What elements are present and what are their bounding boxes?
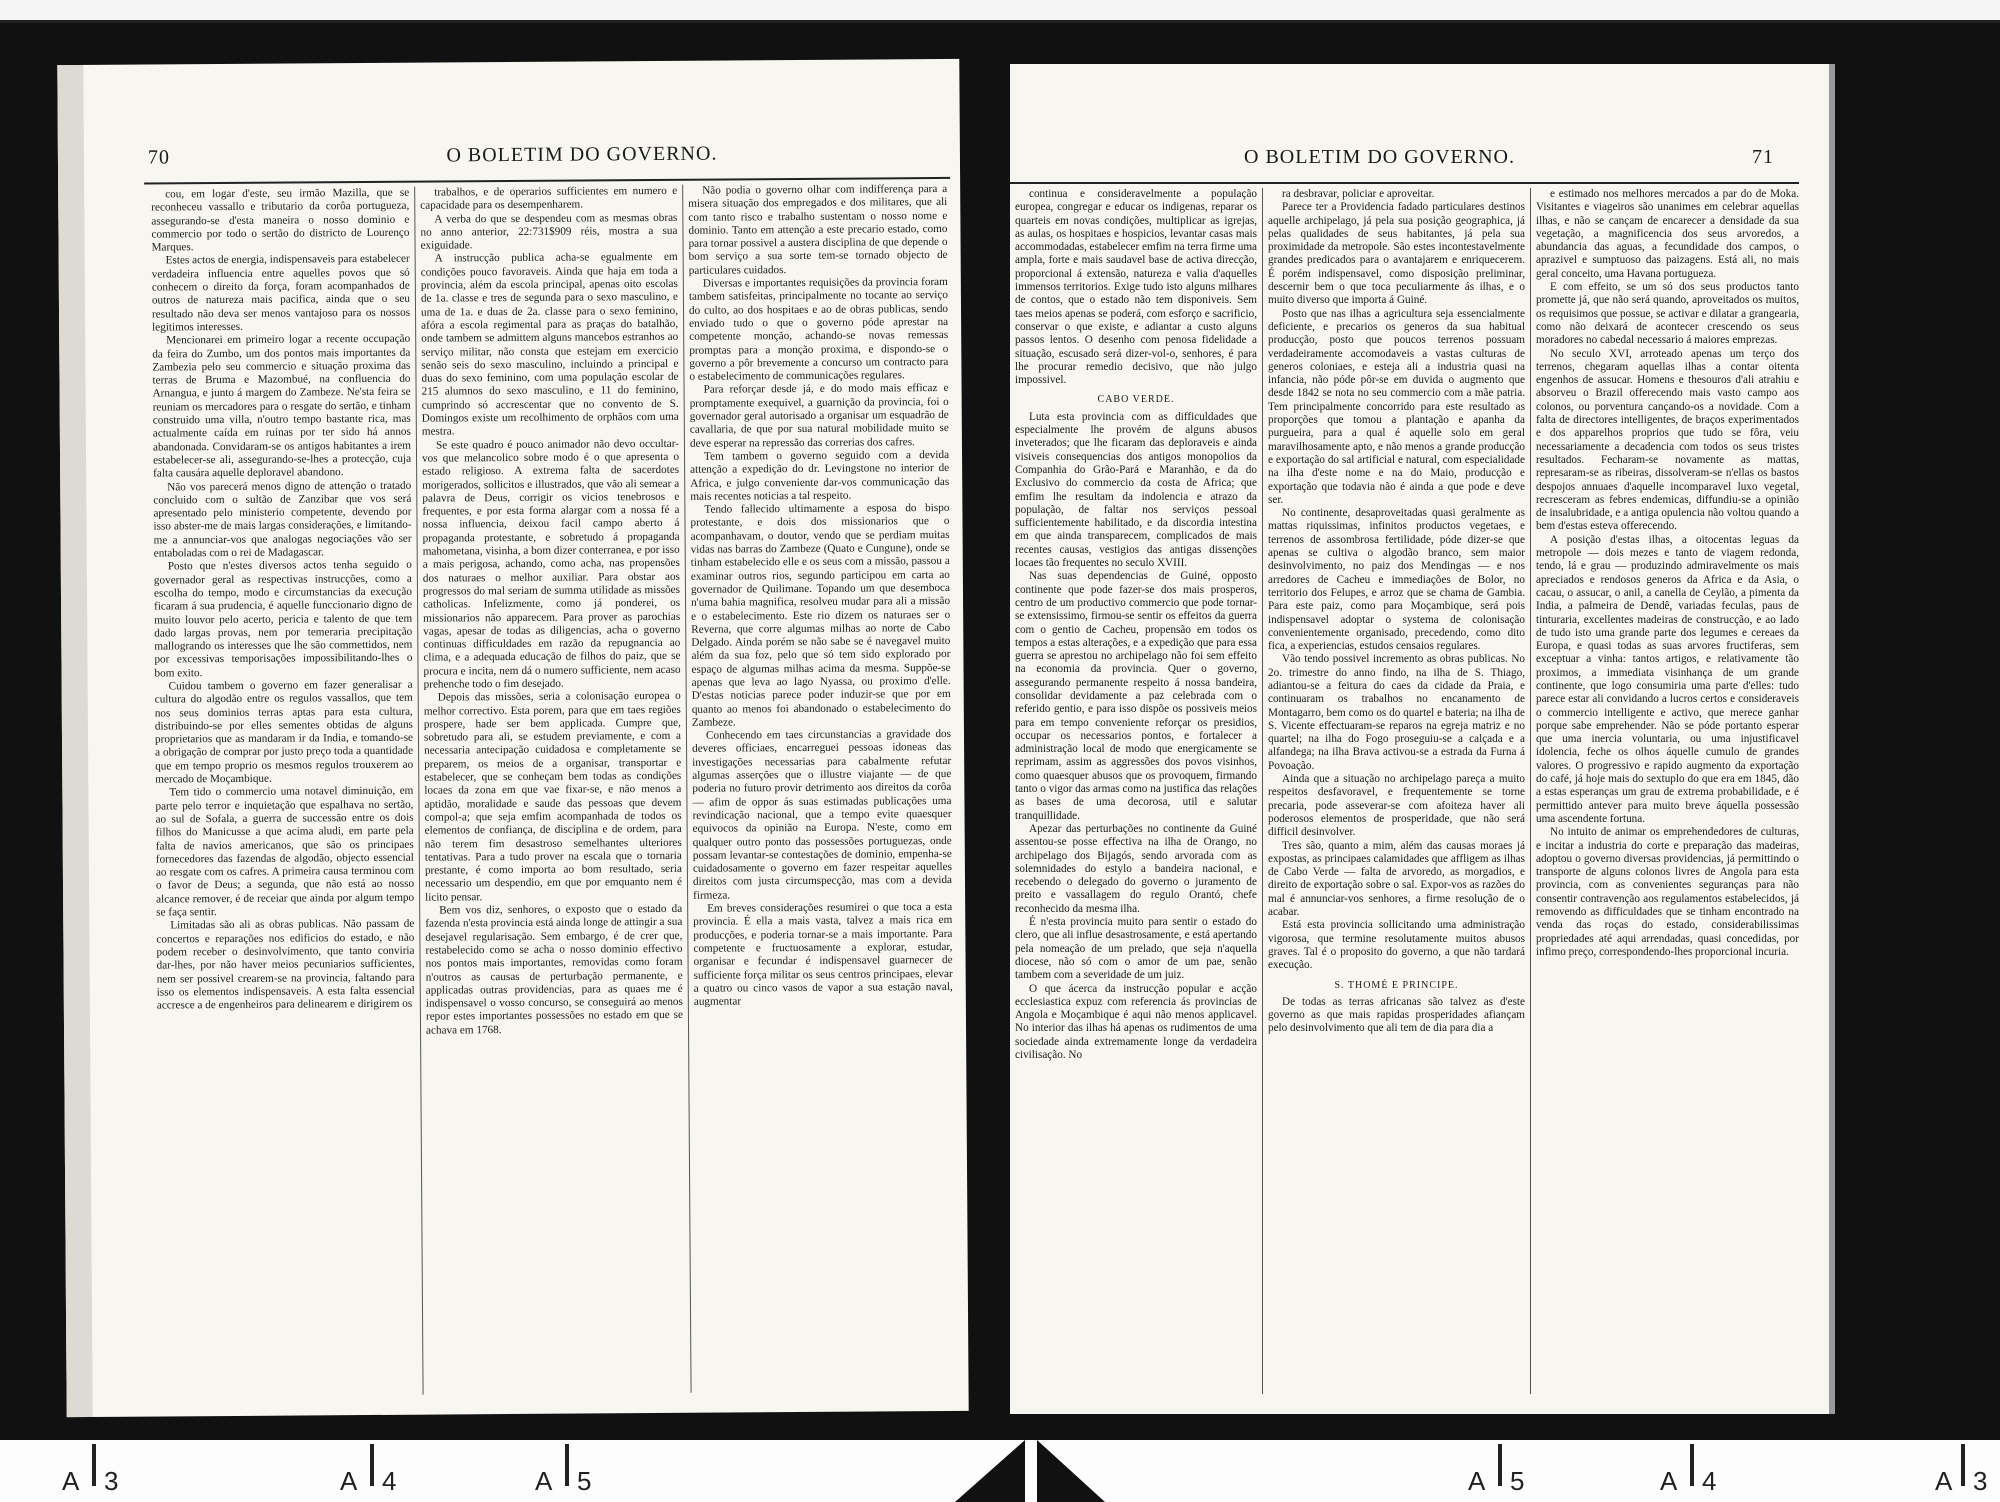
paragraph: Diversas e importantes requisições da provincia foram tambem satisfeitas, principalmente no tocante ao serviço do culto, ao dos hospitaes e ao de obras publicas, sendo enviado tudo o que o governo póde aprestar na competente monção, achando-se novas remessas promptas para a monção proxima, e dispondo-se o governo a pôr brevemente a concurso um contracto para o estabelecimento de communicações regulares.	[688, 276, 949, 383]
paragraph: Ainda que a situação no archipelago pareça a muito respeitos desfavoravel, e frequentemente se torne precaria, pode asseverar-se com afoiteza haver ali poderosos elementos de prosperidade, que não será difficil desinvolver.	[1268, 773, 1525, 839]
paragraph: Posto que n'estes diversos actos tenha seguido o governador geral as respectivas instrucções, como a escolha do tempo, modo e circumstancias da execução ficaram á sua prudencia, é aquelle funccionario digno de muito louvor pelo acerto, pericia e talento de que tem dado largas provas, nem por temeraria precipitação mallogrando os interesses que lhe são commettidos, nem por excessivas temporisações impossibilitando-lhes o bom exito.	[153, 559, 413, 680]
marker-digit: 5	[577, 1466, 592, 1496]
paragraph: Posto que nas ilhas a agricultura seja essencialmente deficiente, e precarios os generos da sua habitual producção, posto que poucos terrenos possuam verdadeiramente accomodaveis a vastas culturas de generos coloniaes, e esteja ali a industria quasi na infancia, não póde pôr-se em duvida o augmento que desde 1842 se nota no seu commercio com a mãe patria. Tem principalmente concorrido para este resultado as proporções que tomou a plantação e apanha da purgueira, para a qual é aquelle solo em geral maravilhosamente apto, e não menos a grande producção e exportação do sal artificial e natural, com especialidade na ilha d'este nome e na do Maio, producção e exportação que todavia não é ainda a que pode e deve ser.	[1268, 307, 1525, 506]
left-running-head	[84, 141, 960, 177]
right-header-title: O BOLETIM DO GOVERNO.	[1244, 146, 1515, 168]
paragraph: Parece ter a Providencia fadado particulares destinos aquelle archipelago, já pela sua posição geographica, já pelas qualidades de seus habitantes, já pela sua proximidade da metropole. São estes incontestavelmente grandes predicados para o avantajarem e enriquecerem. É porém indispensavel, como disposição preliminar, descernir bem o que toca peculiarmente ás ilhas, e o muito diverso que importa á Guiné.	[1268, 201, 1525, 307]
right-column-1	[1010, 188, 1262, 1394]
section-heading: CABO VERDE.	[1097, 394, 1175, 406]
paragraph: Luta esta provincia com as difficuldades que especialmente lhe provém de alguns abusos inveterados; que lhe ficaram das deploraveis e ainda visiveis consequencias dos antigos monopolios da Companhia do Grão-Pará e Maranhão, e da do Exclusivo do commercio da costa de Africa; que emfim lhe resultam da indolencia e atrazo da população, de faltar nos serviços pessoal sufficientemente habilitado, e da discordia intestina em que ainda transparecem, complicados de mais recentes causas, vestigios das antigas dissenções locaes tão frequentes no seculo XVIII.	[1015, 410, 1257, 570]
paragraph: Não podia o governo olhar com indifferença para a misera situação dos empregados e dos militares, que ali com tanto risco e trabalho sustentam o nosso nome e dominio. Tanto em attenção a este precario estado, como para tornar possivel a austera disciplina de que depende o bom serviço a sua sorte tem-se tornado objecto de particulares cuidados.	[688, 182, 948, 277]
right-page	[1010, 64, 1835, 1414]
paragraph: Para reforçar desde já, e do modo mais efficaz e promptamente exequivel, a guarnição da provincia, foi o governador geral autorisado a organisar um esquadrão de cavallaria, de que por sua natural mobilidade muito se deve esperar na repressão das correrias dos cafres.	[689, 382, 949, 450]
paragraph: No seculo XVI, arroteado apenas um terço dos terrenos, chegaram aquellas ilhas a contar oitenta engenhos de assucar. Homens e thesouros d'ali atrahiu e absorveu o Brazil offerecendo mais vasto campo aos colonos, ou porventura cançando-os a novidade. Com a falta de directores intelligentes, de braços experimentados e dos apparelhos proprios que tudo se fôra, veiu necessariamente a decadencia com todos os seus tristes resultados. Fecharam-se novamente as mattas, represaram-se as ribeiras, dissolveram-se n'ellas os bastos despojos annuaes d'aquelle incomparavel luxo vegetal, recresceram as febres endemicas, diffundiu-se a opinião de insalubridade, e a antiga opulencia não voltou quando a bem d'estas esteva offerecendo.	[1536, 347, 1799, 533]
marker-bar	[370, 1444, 374, 1486]
paragraph: Conhecendo em taes circunstancias a gravidade dos deveres officiaes, encarreguei pessoas idoneas das investigações necessarias para cabalmente refutar algumas asserções que o illustre viajante — de que poderia no futuro provir detrimento aos direitos da corôa — afim de oppor ás suas estimadas publicações uma revindicação nacional, que a tempo evite quaesquer equivocos da opinião na Europa. N'este, como em qualquer outro ponto das possessões portuguezas, onde possam levantar-se contestações de dominio, empenha-se cuidadosamente o governo em fazer respeitar aquelles direitos com justa circumspecção, mas com a devida firmeza.	[692, 728, 953, 902]
paragraph: cou, em logar d'este, seu irmão Mazilla, que se reconheceu vassallo e tributario da corôa portugueza, assegurando-se d'esta maneira o nosso dominio e commercio por todo o sertão do districto de Lourenço Marques.	[151, 186, 410, 254]
paragraph: No continente, desaproveitadas quasi geralmente as mattas riquissimas, infinitos productos vegetaes, e terrenos de assombrosa fertilidade, póde dizer-se que apenas se cultiva o algodão branco, sem maior desinvolvimento, no paiz dos Mendingas — e nos arredores de Cacheu e immediações de Bolor, no territorio dos Felupes, e arroz que se chama de Gambia. Para este paiz, como para Moçambique, será pois indispensavel adoptar o systema de colonisação convenientemente organisado, precedendo, como dito fica, a experiencias, estudos censaios regulares.	[1268, 507, 1525, 653]
paragraph: trabalhos, e de operarios sufficientes em numero e capacidade para os desempenharem.	[420, 184, 678, 212]
marker-letter: A	[535, 1466, 553, 1496]
paragraph: Não vos parecerá menos digno de attenção o tratado concluido com o sultão de Zanzibar que vos será apresentado pelo ministerio competente, devendo por isso abster-me de mais largas considerações, e limitando-me a annunciar-vos que analogas negociações vão ser entaboladas com o rei de Madagascar.	[153, 479, 412, 560]
paragraph: A verba do que se despendeu com as mesmas obras no anno anterior, 22:731$909 réis, mostra a sua exiguidade.	[420, 211, 678, 252]
marker-bar	[1690, 1444, 1694, 1486]
paragraph: De todas as terras africanas são talvez as d'este governo as que mais rapidas prosperidades afiançam pelo desinvolvimento que ali tem de dia para dia a	[1268, 995, 1525, 1035]
paragraph: É n'esta provincia muito para sentir o estado do clero, que ali influe desastrosamente, e está apertando pela nomeação de um prelado, que seja n'aquella diocese, não só com o amor de um pae, senão tambem com a severidade de um juiz.	[1015, 916, 1257, 982]
paragraph: No intuito de animar os emprehendedores de culturas, e incitar a industria do corte e preparação das madeiras, adoptou o governo diversas providencias, já permittindo o transporte de alguns colonos livres de Angola para esta provincia, com as convenientes seguranças para não consentir contravenção aos regulamentos estabelecidos, já removendo as difficuldades que se tinham encontrado na venda das roças do estado, considerabilissimas propriedades até aqui arrendadas, quasi concedidas, por infimo preço, correspondendo-lhes proporcional incuria.	[1536, 826, 1799, 958]
paragraph: Depois das missões, seria a colonisação europea o melhor correctivo. Esta porem, para que em taes regiões prospere, hade ser bem applicada. Cumpre que, sobretudo para ali, se estudem previamente, e com a necessaria antecipação cuidadosa e completamente se preparem, os meios de a organisar, transportar e estabelecer, que se conheçam bem todas as condições locaes da zona em que vae fixar-se, e não menos a aptidão, moralidade e saude das pessoas que devem compol-a; que seja emfim acompanhada de todos os elementos de confiança, de disciplina e de ordem, para não terem fim desastroso semelhantes ulteriores tentativas. Para a tudo prover na escala que o tornaria prestante, é como importa ao bom resultado, seria necessario um despendio, em que por emquanto nem é licito pensar.	[423, 690, 683, 904]
section-heading: S. THOMÉ E PRINCIPE.	[1334, 979, 1459, 991]
paragraph: Limitadas são ali as obras publicas. Não passam de concertos e reparações nos edificios do estado, e não podem receber o desinvolvimento, que tanto conviria dar-lhes, por não haver meios pecuniarios sufficientes, nem ser possivel crearem-se na provincia, faltando para isso os elementos indispensaveis. A esta falta essencial accresce a de engenheiros para delinearem e dirigirem os	[156, 918, 415, 1012]
right-header-rule	[1010, 182, 1799, 184]
paragraph: Vão tendo possivel incremento as obras publicas. No 2o. trimestre do anno findo, na ilha de S. Thiago, adiantou-se a feitura do caes da cidade da Praia, e continuaram os trabalhos no encanamento de Montagarro, bem como os do quartel e bateria; na ilha de S. Vicente effectuaram-se reparos na egreja matriz e no quartel; na ilha do Fogo proseguiu-se a calçada e a alfandega; na ilha Brava activou-se a estrada da Furna á Povoação.	[1268, 653, 1525, 772]
paragraph: Tres são, quanto a mim, além das causas moraes já expostas, as principaes calamidades que affligem as ilhas de Cabo Verde — falta de arvoredo, as morgadios, e direito de exportação sobre o sal. Expor-vos as razões do mal é annunciar-vos senhores, a firme resolução de o acabar.	[1268, 839, 1525, 919]
paragraph: O que ácerca da instrucção popular e acção ecclesiastica expuz com referencia ás provincias de Angola e Moçambique é aqui não menos applicavel. No interior das ilhas há apenas os rudimentos de uma sociedade ainda extremamente longe da verdadeira civilisação. No	[1015, 982, 1257, 1061]
marker-bar	[1498, 1444, 1502, 1486]
left-column-3	[682, 183, 960, 1393]
paragraph: Estes actos de energia, indispensaveis para estabelecer verdadeira influencia entre aquelles povos que só conhecem o direito da força, foram acompanhados de outros de natureza mais pacifica, ainda que o seu resultado não deva ser menos vantajoso para os nossos legitimos interesses.	[151, 253, 411, 334]
marker-digit: 4	[382, 1466, 397, 1496]
marker-letter: A	[62, 1466, 80, 1496]
left-page	[57, 59, 968, 1417]
marker-bar	[92, 1444, 96, 1486]
paragraph: Em breves considerações resumirei o que toca a esta provincia. É ella a mais vasta, talvez a mais rica em producções, e poderia tornar-se a mais importante. Para competente e fructuosamente a explorar, estudar, organisar e fecundar é indispensavel guarnecer de sufficiente força militar os seus centros principaes, elevar a quatro ou cinco vasos de vapor a sua estação naval, augmentar	[693, 900, 953, 1008]
paragraph: Tem tido o commercio uma notavel diminuição, em parte pelo terror e inquietação que espalhava no sertão, ao sul de Sofala, a guerra de successão entre os dois filhos do Manicusse a que acima aludi, em parte pela falta de navios americanos, que são os principaes fornecedores das fazendas de algodão, objecto essencial ao resgate com os cafres. A primeira causa terminou com o favor de Deus; a segunda, que não está ao nosso alcance remover, é de receiar que ainda por algum tempo se faça sentir.	[155, 785, 415, 919]
paragraph: E com effeito, se um só dos seus productos tanto promette já, que não será quando, aproveitados os muitos, os requisimos que possue, se activar e dilatar a grangearia, como não deixará de acontecer crescendo os seus moradores no cabedal necessario á maiores emprezas.	[1536, 281, 1799, 347]
paragraph: Mencionarei em primeiro logar a recente occupação da feira do Zumbo, um dos pontos mais importantes da Zambezia pelo seu commercio e situação proxima das terras de Bruma e Mazombué, na confluencia do Arnangua, e junto á margem do Zambeze. Ne'sta feira se reuniam os mercadores para o resgate do sertão, e tinham construido uma villa, n'outro tempo bastante rica, mas actualmente caída em ruinas por ter sido há annos abandonada. Convidaram-se os antigos habitantes a irem estabelecer-se ali, assegurando-se-lhes a protecção, cuja falta causára aquelle deploravel abandono.	[152, 332, 412, 480]
top-margin-strip	[0, 0, 2000, 23]
marker-letter: A	[340, 1466, 358, 1496]
right-running-head	[1010, 146, 1829, 176]
paragraph: Apezar das perturbações no continente da Guiné assentou-se posse effectiva na ilha de Orango, no archipelago dos Bijagós, sendo arvorada com as solemnidades do estylo a bandeira nacional, e recebendo o delegado do governo o juramento de preito e vassallagem do regulo Orantó, chefe reconhecido da mesma ilha.	[1015, 822, 1257, 915]
paragraph: Nas suas dependencias de Guiné, opposto continente que pode fazer-se dos mais prosperos, centro de um productivo commercio que pode tornar-se extensissimo, firmou-se sentir os effeitos da guerra com o gentio de Cacheu, propensão em todos os tempos a estas alterações, e a expedição que para essa guerra se aprestou no archipelago não foi sem effeito na economia da provincia. Quer o governo, assegurando permanente respeito á nossa bandeira, consolidar devidamente a paz celebrada com o referido gentio, e para isso dispõe os possiveis meios para em tempo conveniente reforçar os presidios, occupar os necessarios pontos, e fortalecer a administração local de modo que energicamente se reprimam, assim as aggressões dos povos visinhos, como quaesquer abusos que os provoquem, firmando tanto o vigor das armas como na justifica das relações as bases de uma decorosa, util e salutar tranquillidade.	[1015, 570, 1257, 822]
paragraph: Se este quadro é pouco animador não devo occultar-vos que melancolico sobre modo é o que apresenta o estado religioso. A extrema falta de sacerdotes morigerados, sollicitos e illustrados, que vão ali semear a palavra de Deus, corrigir os vicios tenebrosos e frequentes, e por esta forma alargar com a nossa fé a nossa influencia, deixou facil campo aberto á propaganda protestante, e sobretudo á propaganda mahometana, visinha, a bom dizer conterranea, e por isso a mais perigosa, achando, como acha, nas propensões dos naturaes o melhor auxiliar. Para obstar aos progressos do mal seriam de summa utilidade as missões catholicas. Infelizmente, como já ponderei, os missionarios não apparecem. Para prover as parochias vagas, apesar de todas as diligencias, acha o governo continuas difficuldades em razão da repugnancia ao clima, e a adequada educação de filhos do paiz, que se procura e incita, nem dá o numero sufficiente, nem acaso prehenche todo o fim desejado.	[422, 437, 681, 691]
paragraph: e estimado nos melhores mercados a par do de Moka. Visitantes e viageiros são unanimes em celebrar aquellas ilhas, e não se cançam de encarecer a densidade da sua vegetação, a magnificencia dos seus arvoredos, a abundancia das aguas, a fecundidade dos campos, o aprazivel e sumptuoso das paizagens. Está ali, no mais geral conceito, uma Havana portugueza.	[1536, 188, 1799, 280]
left-column-2	[414, 185, 690, 1395]
marker-letter: A	[1468, 1466, 1486, 1496]
left-column-1	[146, 187, 422, 1397]
gutter-arrows-icon	[945, 1440, 1105, 1502]
marker-bar	[1961, 1444, 1965, 1486]
marker-digit: 3	[104, 1466, 119, 1496]
right-columns	[1010, 188, 1809, 1394]
left-columns	[146, 183, 962, 1397]
marker-digit: 4	[1702, 1466, 1717, 1496]
right-column-3	[1530, 188, 1804, 1394]
left-header-title: O BOLETIM DO GOVERNO.	[446, 142, 718, 167]
right-column-2	[1262, 188, 1530, 1394]
paragraph: Está esta provincia sollicitando uma administração vigorosa, que termine resolutamente muitos abusos graves. Tal é o proposito do governo, a que não tardará execução.	[1268, 919, 1525, 972]
paragraph: continua e consideravelmente a população europea, congregar e educar os indigenas, reparar os quarteis em novas condições, multiplicar as igrejas, as aulas, os hospitaes e hospicios, levantar casas mais accommodadas, estabelecer emfim na terra firme uma ampla, forte e mais saudavel base de activa direcção, proporcional á extensão, natureza e valia d'aquelles immensos territorios. Exige tudo isto alguns milhares de contos, que o estado não tem disponiveis. Sem taes meios apenas se poderá, com esforço e sacrificio, conservar o que existe, e adiantar a custo alguns passos lentos. O desenho com penosa fidelidade a situação, escusado será dizer-vol-o, senhores, é para lhe procurar remedio decisivo, que não julgo impossivel.	[1015, 188, 1257, 387]
paragraph: A instrucção publica acha-se egualmente em condições pouco favoraveis. Ainda que haja em toda a provincia, além da escola principal, apenas oito escolas de 1a. classe e tres de segunda para o sexo masculino, e uma de 1a. e duas de 2a. classe para o sexo feminino, afóra a escola regimental para as praças do batalhão, onde tambem se admittem alguns mancebos estranhos ao serviço militar, não consta que estejam em exercicio senão seis do sexo masculino, incluindo a principal e duas do sexo feminino, com uma população escolar de 215 alumnos do sexo masculino, e 11 do feminino, cumprindo só accrescentar que no convento de S. Domingos existe um recolhimento de orphãos com uma mestra.	[420, 251, 679, 438]
left-page-number: 70	[147, 146, 171, 169]
paragraph: Cuidou tambem o governo em fazer generalisar a cultura do algodão entre os regulos vassallos, que tem nos seus dominios terras aptas para esta cultura, distribuindo-se por elles sementes obtidas de alguns proprietarios que as mandaram ir da India, e tomando-se a obrigação de comprar por justo preço toda a quantidade que em tempo proprio os mesmos regulos trouxerem ao mercado de Moçambique.	[154, 678, 414, 786]
marker-letter: A	[1660, 1466, 1678, 1496]
right-page-number: 71	[1752, 146, 1774, 168]
paragraph: Tem tambem o governo seguido com a devida attenção a expedição do dr. Levingstone no interior de Africa, e julgo conveniente dar-vos communicação das mais recentes noticias a tal respeito.	[690, 448, 950, 503]
paragraph: Tendo fallecido ultimamente a esposa do bispo protestante, e dois dos missionarios que o acompanhavam, o doutor, vendo que se perdiam muitas vidas nas barras do Zambeze (Quato e Cungune), onde se tinham estabelecido elle e os seus com a missão, passou a examinar outros rios, segundo participou em carta ao governador de Quilimane. Topando um que desemboca n'uma bahia magnifica, resolveu mudar para ali a missão e o estabelecimento. Este rio dizem os naturaes ser o Reverna, que corre algumas milhas ao norte de Cabo Delgado. Ainda porém se não sabe se é navegavel muito além da sua foz, pelo que só tem sido explorado por espaço de algumas milhas acima da mesma. Suppõe-se apenas que leva ao lago Nyassa, ou proximo d'elle. D'estas noticias parece poder induzir-se que por em quanto ao menos foi abandonado o estabelecimento do Zambeze.	[690, 502, 951, 729]
paragraph: ra desbravar, policiar e aproveitar.	[1282, 188, 1435, 200]
paragraph: Bem vos diz, senhores, o exposto que o estado da fazenda n'esta provincia está ainda longe de attingir a sua desejavel regularisação. Sem embargo, é de crer que, restabelecido como se acha o nosso dominio effectivo nos pontos mais importantes, removidas como foram n'outros as causas de perturbação permanente, e applicadas outras providencias, para as quaes me é indispensavel o vosso concurso, se conseguirá ao menos repor estes importantes possessões no estado em que se achava em 1768.	[425, 902, 683, 1037]
marker-digit: 5	[1510, 1466, 1525, 1496]
paragraph: A posição d'estas ilhas, a oitocentas leguas da metropole — dois mezes e tanto de viagem redonda, tendo, lá e grau — produzindo admiravelmente os mais apreciados e rendosos generos da Africa e da Asia, o cacau, o assucar, o anil, a canella de Ceylão, a pimenta da India, a palmeira de Dendê, variadas feculas, paus de tinturaria, excellentes madeiras de construcção, e ao lado de tudo isto uma grande parte dos legumes e cereaes da Europa, e quasi todas as suas arvores fructiferas, sem exceptuar a vinha: tantos artigos, e relativamente tão proximos, a immediata visinhança de um grande continente, que logo consumiria uma parte d'elles: tudo parece estar ali convidando a lucros certos e consideraveis o commercio intelligente e activo, que merece ganhar porque sabe emprehender. Não se póde portanto esperar que uma inercia voluntaria, ou uma injustificavel idolencia, feche os olhos áquelle cumulo de grandes valores. O progressivo e rapido augmento da exportação do café, já hoje mais do sextuplo do que era em 1845, dão a estas esperanças um grau de extrema probabilidade, e é permittido antever para muito breve áquella possessão uma ascendente fortuna.	[1536, 533, 1799, 825]
marker-bar	[565, 1444, 569, 1486]
marker-digit: 3	[1973, 1466, 1988, 1496]
marker-letter: A	[1935, 1466, 1953, 1496]
